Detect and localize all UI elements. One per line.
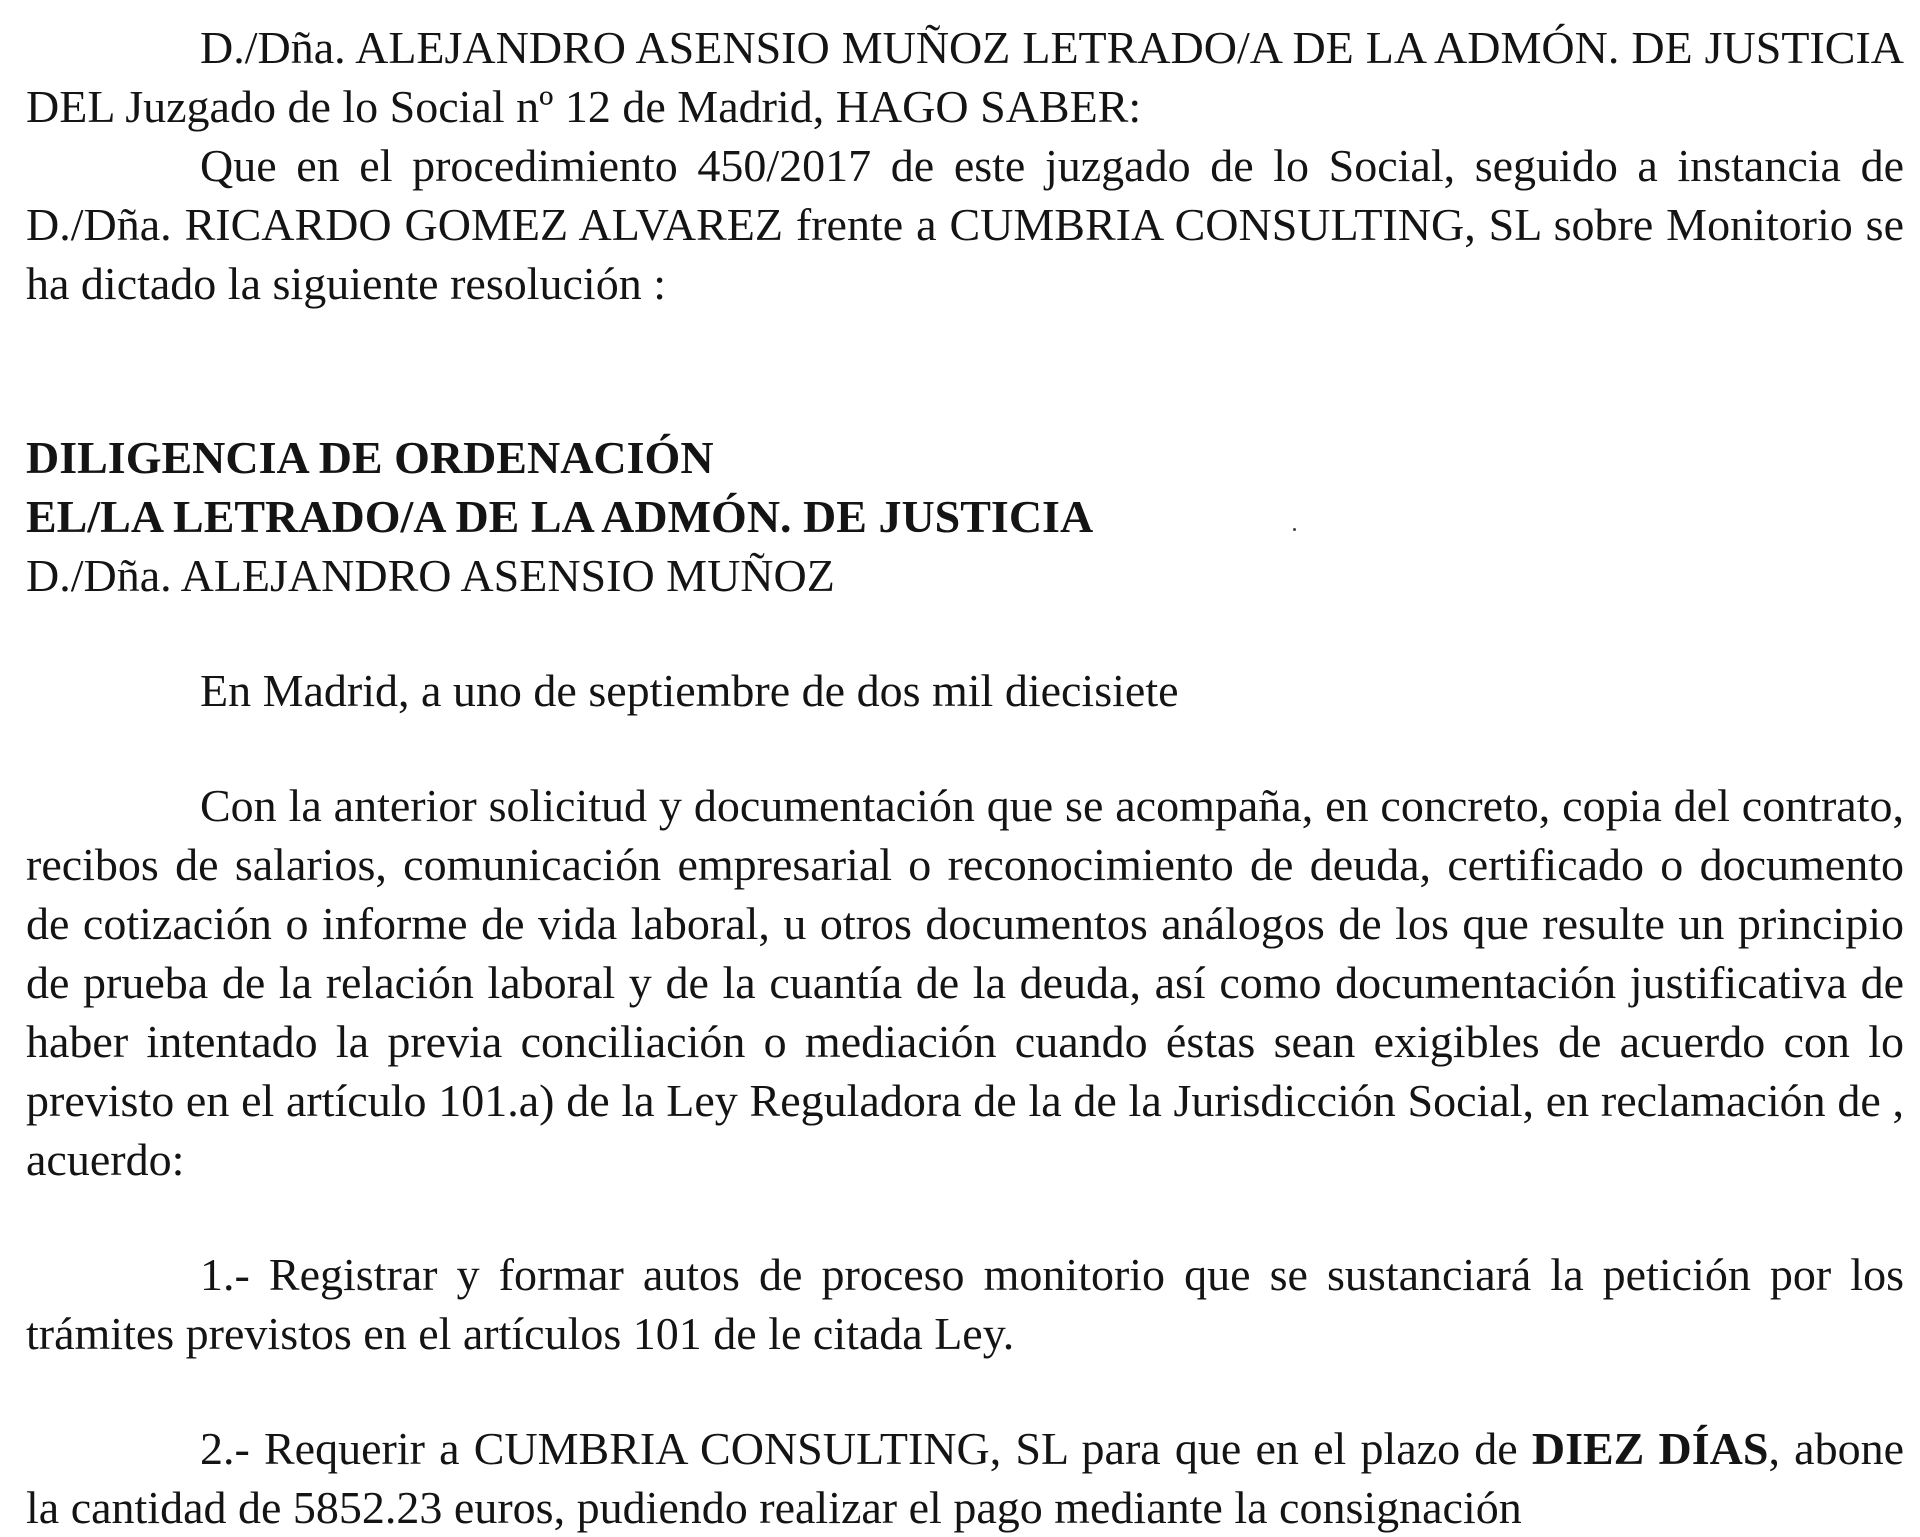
resolution-body: Con la anterior solicitud y documentación que se acompaña, en concreto, copia del contrato, recibos de salarios, comunicación empresarial o reconocimiento de deuda, certificado o documento de cotización o informe de vida laboral, u otros documentos análogos de los que resulte un principio de prueba de la relación laboral y de la cuantía de la deuda, así como documentación justificativa de haber intentado la previa conciliación o mediación cuando éstas sean exigibles de acuerdo con lo previsto en el artículo 101.a) de la Ley Reguladora de la de la Jurisdicción Social, en reclamación de , acuerdo: [26,780,1904,1185]
notice-intro: D./Dña. ALEJANDRO ASENSIO MUÑOZ LETRADO/A DE LA ADMÓN. DE JUSTICIA DEL Juzgado de lo Social nº 12 de Madrid, HAGO SABER: [26,22,1904,132]
item-2-text-start: 2.- Requerir a CUMBRIA CONSULTING, SL para que en el plazo de [200,1423,1532,1474]
item-2-deadline: DIEZ DÍAS [1531,1423,1769,1474]
resolution-item-2 [26,1419,1904,1537]
document-page [26,18,1904,1537]
resolution-item-1: 1.- Registrar y formar autos de proceso monitorio que se sustanciará la petición por los trámites previstos en el artículos 101 de le citada Ley. [26,1249,1904,1359]
procedure-paragraph: Que en el procedimiento 450/2017 de este juzgado de lo Social, seguido a instancia de D./Dña. RICARDO GOMEZ ALVAREZ frente a CUMBRIA CONSULTING, SL sobre Monitorio se ha dictado la siguiente resolución : [26,140,1904,309]
resolution-date: En Madrid, a uno de septiembre de dos mil diecisiete [200,665,1179,716]
resolution-title: DILIGENCIA DE ORDENACIÓN [26,432,714,483]
scan-speck [1293,528,1296,531]
resolution-signatory: D./Dña. ALEJANDRO ASENSIO MUÑOZ [26,550,835,601]
item-2-text-end: , abone la cantidad de 5852.23 euros, pudiendo realizar el pago mediante la consignación [26,1423,1904,1533]
resolution-authority: EL/LA LETRADO/A DE LA ADMÓN. DE JUSTICIA [26,491,1094,542]
